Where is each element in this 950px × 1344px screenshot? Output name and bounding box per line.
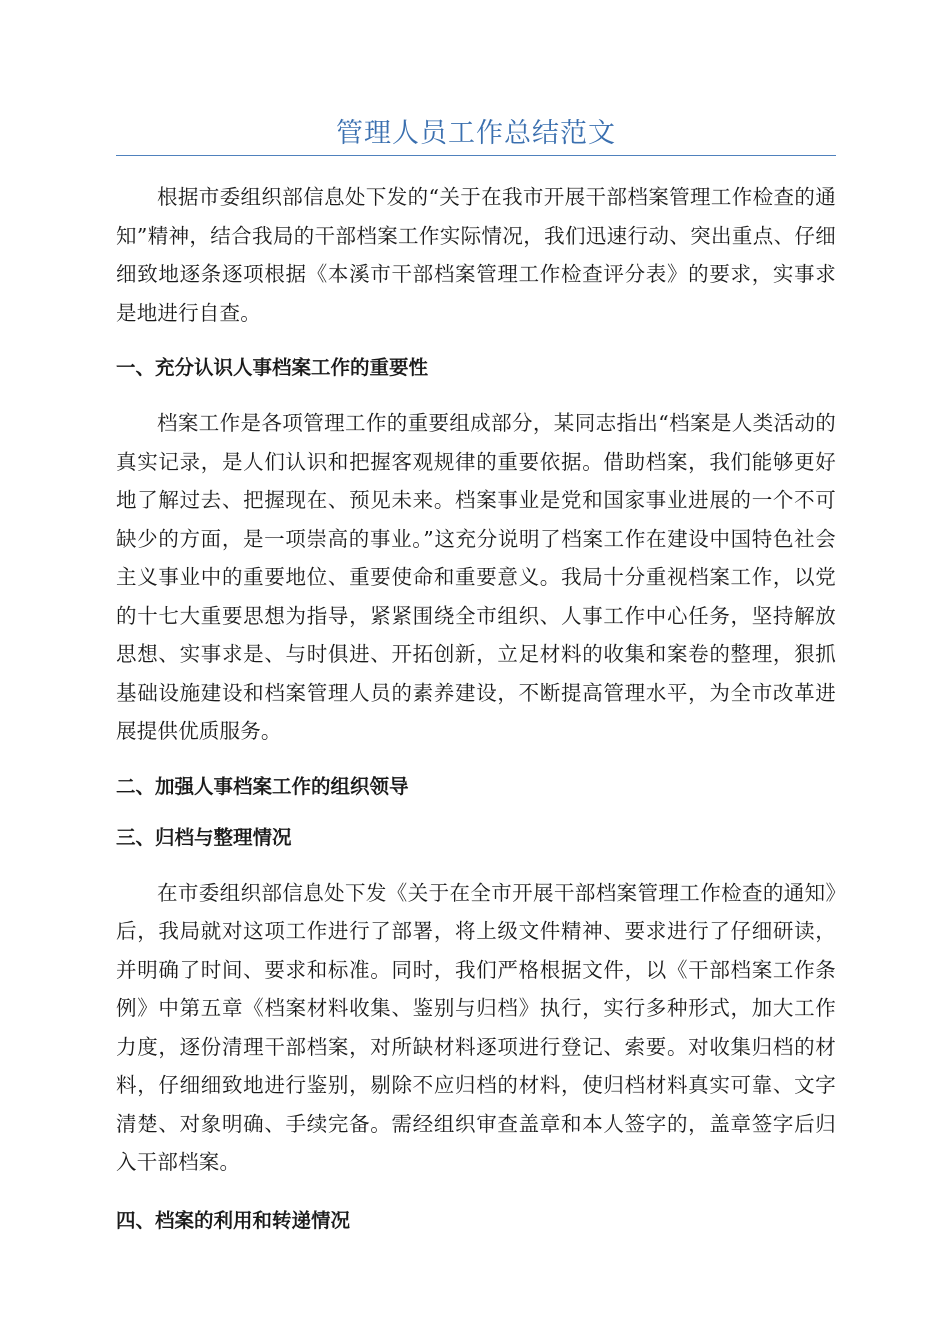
section-3-paragraph: 在市委组织部信息处下发《关于在全市开展干部档案管理工作检查的通知》后，我局就对这项工作进行了部署，将上级文件精神、要求进行了仔细研读，并明确了时间、要求和标准。同时，我们严格根据文件，以《干部档案工作条例》中第五章《档案材料收集、鉴别与归档》执行，实行多种形式，加大工作力度，逐份清理干部档案，对所缺材料逐项进行登记、索要。对收集归档的材料，仔细细致地进行鉴别，剔除不应归档的材料，使归档材料真实可靠、文字清楚、对象明确、手续完备。需经组织审查盖章和本人签字的，盖章签字后归入干部档案。 bbox=[116, 880, 836, 1174]
intro-paragraph: 根据市委组织部信息处下发的“关于在我市开展干部档案管理工作检查的通知”精神，结合我局的干部档案工作实际情况，我们迅速行动、突出重点、仔细细致地逐条逐项根据《本溪市干部档案管理工作检查评分表》的要求，实事求是地进行自查。 bbox=[116, 185, 836, 325]
title-underline bbox=[116, 155, 836, 156]
section-heading-1: 一、充分认识人事档案工作的重要性 bbox=[116, 356, 429, 379]
document-title: 管理人员工作总结范文 bbox=[336, 118, 616, 149]
section-1-paragraph: 档案工作是各项管理工作的重要组成部分，某同志指出“档案是人类活动的真实记录，是人们认识和把握客观规律的重要依据。借助档案，我们能够更好地了解过去、把握现在、预见未来。档案事业是党和国家事业进展的一个不可缺少的方面，是一项崇高的事业。”这充分说明了档案工作在建设中国特色社会主义事业中的重要地位、重要使命和重要意义。我局十分重视档案工作，以党的十七大重要思想为指导，紧紧围绕全市组织、人事工作中心任务，坚持解放思想、实事求是、与时俱进、开拓创新，立足材料的收集和案卷的整理，狠抓基础设施建设和档案管理人员的素养建设，不断提高管理水平，为全市改革进展提供优质服务。 bbox=[116, 411, 836, 743]
section-heading-3: 三、归档与整理情况 bbox=[116, 825, 292, 849]
section-heading-4: 四、档案的利用和转递情况 bbox=[116, 1208, 351, 1232]
section-heading-2: 二、加强人事档案工作的组织领导 bbox=[116, 774, 409, 798]
document-page bbox=[116, 0, 836, 1236]
